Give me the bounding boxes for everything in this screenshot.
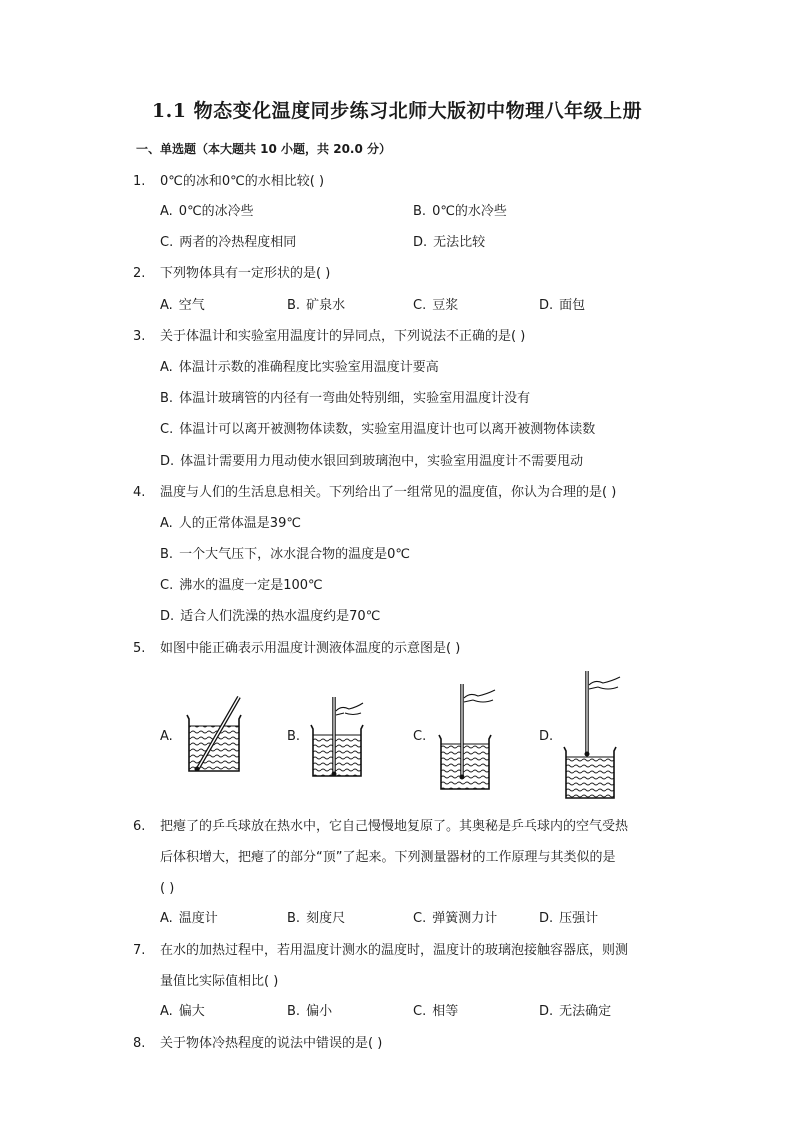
option-a[interactable] — [160, 359, 439, 377]
figure-d-beaker-thermometer-not-immersed — [558, 667, 628, 803]
option-a[interactable] — [160, 910, 218, 928]
option-key: B. — [287, 1004, 301, 1019]
option-c[interactable] — [160, 421, 595, 439]
option-text: 0℃的冰冷些 — [178, 204, 254, 219]
option-text: 体温计示数的准确程度比实验室用温度计要高 — [178, 360, 439, 375]
question-number: 4. — [133, 485, 146, 500]
question-stem-line-3: ( ) — [160, 881, 175, 896]
option-text: 无法确定 — [559, 1004, 612, 1019]
figure-c-beaker-thermometer-vertical — [433, 678, 503, 794]
option-text: 豆浆 — [432, 298, 459, 313]
option-key: C. — [413, 1004, 427, 1019]
option-key: B. — [160, 547, 174, 562]
hand — [464, 690, 495, 702]
liquid — [313, 735, 361, 776]
option-key: A. — [160, 1004, 173, 1019]
option-a[interactable] — [160, 297, 205, 315]
option-text: 体温计需要用力甩动使水银回到玻璃泡中，实验室用温度计不需要甩动 — [180, 454, 584, 469]
option-d[interactable] — [160, 453, 583, 471]
option-text: 面包 — [559, 298, 586, 313]
question-number: 5. — [133, 641, 146, 656]
section-heading: 一、单选题（本大题共 10 小题，共 20.0 分） — [136, 142, 392, 156]
option-key: C. — [413, 298, 427, 313]
option-text: 无法比较 — [433, 235, 486, 250]
option-b[interactable] — [160, 546, 410, 564]
option-b[interactable] — [287, 297, 345, 315]
hand — [589, 677, 620, 689]
option-text: 偏大 — [178, 1004, 205, 1019]
liquid — [189, 726, 239, 771]
question-stem-line-2: 量值比实际值相比( ) — [160, 974, 279, 989]
option-key: A. — [160, 204, 173, 219]
question-number: 1. — [133, 174, 146, 189]
option-key: D. — [539, 1004, 554, 1019]
option-b[interactable] — [287, 910, 345, 928]
question-stem: 温度与人们的生活息息相关。下列给出了一组常见的温度值，你认为合理的是( ) — [160, 485, 617, 500]
option-key: B. — [160, 391, 174, 406]
option-a[interactable] — [160, 515, 301, 533]
question-number: 6. — [133, 819, 146, 834]
option-text: 一个大气压下，冰水混合物的温度是0℃ — [179, 547, 410, 562]
option-d[interactable] — [413, 234, 485, 252]
option-d[interactable] — [539, 910, 598, 928]
option-key: A. — [160, 516, 173, 531]
document-title: 1.1 物态变化温度同步练习北师大版初中物理八年级上册 — [151, 100, 643, 122]
option-text: 偏小 — [306, 1004, 333, 1019]
option-d[interactable] — [539, 1003, 611, 1021]
option-key: D. — [160, 609, 175, 624]
question-stem: 下列物体具有一定形状的是( ) — [160, 266, 331, 281]
question-stem-line-1: 在水的加热过程中，若用温度计测水的温度时，温度计的玻璃泡接触容器底，则测 — [160, 943, 629, 958]
option-text: 相等 — [432, 1004, 459, 1019]
question-stem: 0℃的冰和0℃的水相比较( ) — [160, 174, 325, 189]
option-text: 体温计玻璃管的内径有一弯曲处特别细，实验室用温度计没有 — [179, 391, 531, 406]
question-stem: 关于物体冷热程度的说法中错误的是( ) — [160, 1036, 383, 1051]
option-key: A. — [160, 360, 173, 375]
option-c[interactable] — [413, 910, 497, 928]
option-c[interactable] — [160, 234, 296, 252]
option-text: 温度计 — [178, 911, 218, 926]
option-d[interactable] — [539, 297, 585, 315]
liquid — [441, 744, 489, 789]
option-key: D. — [413, 235, 428, 250]
option-c[interactable] — [160, 577, 323, 595]
option-text: 刻度尺 — [306, 911, 346, 926]
option-text: 适合人们洗澡的热水温度约是70℃ — [180, 609, 381, 624]
option-d[interactable]: D. — [539, 729, 554, 744]
option-c[interactable] — [413, 297, 458, 315]
question-stem: 关于体温计和实验室用温度计的异同点，下列说法不正确的是( ) — [160, 329, 526, 344]
figure-b-beaker-thermometer-touching-bottom — [305, 683, 371, 783]
question-stem-line-1: 把瘪了的乒乓球放在热水中，它自己慢慢地复原了。其奥秘是乒乓球内的空气受热 — [160, 819, 629, 834]
option-text: 矿泉水 — [306, 298, 346, 313]
option-text: 弹簧测力计 — [432, 911, 498, 926]
option-key: C. — [160, 235, 174, 250]
option-b[interactable] — [160, 390, 530, 408]
option-key: B. — [287, 911, 301, 926]
option-a[interactable]: A. — [160, 729, 173, 744]
option-b[interactable]: B. — [287, 729, 301, 744]
option-text: 两者的冷热程度相同 — [179, 235, 297, 250]
option-c[interactable] — [413, 1003, 458, 1021]
question-stem: 如图中能正确表示用温度计测液体温度的示意图是( ) — [160, 641, 461, 656]
option-text: 压强计 — [559, 911, 599, 926]
option-key: D. — [539, 911, 554, 926]
option-text: 人的正常体温是39℃ — [178, 516, 301, 531]
option-a[interactable] — [160, 1003, 205, 1021]
option-a[interactable] — [160, 203, 254, 221]
question-number: 2. — [133, 266, 146, 281]
option-d[interactable] — [160, 608, 380, 626]
liquid — [566, 757, 614, 798]
figure-a-beaker-thermometer-tilted — [183, 693, 249, 779]
option-key: C. — [160, 578, 174, 593]
option-text: 空气 — [178, 298, 205, 313]
option-key: B. — [413, 204, 427, 219]
option-key: A. — [160, 911, 173, 926]
question-number: 8. — [133, 1036, 146, 1051]
option-text: 0℃的水冷些 — [432, 204, 507, 219]
hand — [336, 703, 363, 715]
question-number: 7. — [133, 943, 146, 958]
option-text: 沸水的温度一定是100℃ — [179, 578, 323, 593]
option-b[interactable] — [287, 1003, 332, 1021]
option-text: 体温计可以离开被测物体读数，实验室用温度计也可以离开被测物体读数 — [179, 422, 596, 437]
option-key: A. — [160, 298, 173, 313]
option-b[interactable] — [413, 203, 507, 221]
option-c[interactable]: C. — [413, 729, 427, 744]
question-number: 3. — [133, 329, 146, 344]
option-key: C. — [413, 911, 427, 926]
option-key: D. — [160, 454, 175, 469]
option-key: D. — [539, 298, 554, 313]
option-key: C. — [160, 422, 174, 437]
option-key: B. — [287, 298, 301, 313]
question-stem-line-2: 后体积增大，把瘪了的部分“顶”了起来。下列测量器材的工作原理与其类似的是 — [160, 850, 616, 865]
